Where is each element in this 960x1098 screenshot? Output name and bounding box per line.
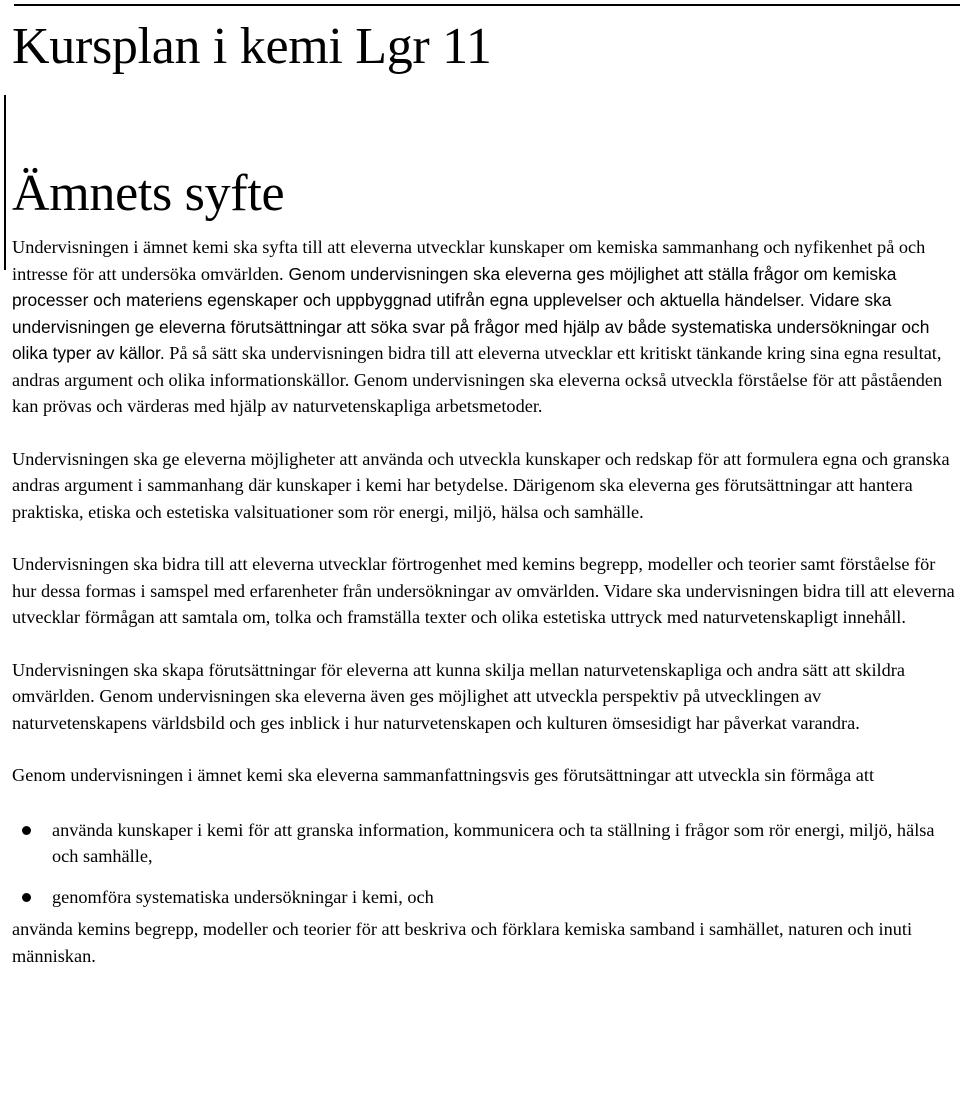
list-item xyxy=(12,817,956,870)
left-border-line xyxy=(4,95,6,270)
goal-text: genomföra systematiska undersökningar i kemi, och xyxy=(52,886,434,907)
paragraph-arguments: Undervisningen ska ge eleverna möjligheter att använda och utveckla kunskaper och redskap för att formulera egna och granska andras argument i sammanhang där kunskaper i kemi har betydelse. Därigenom ska eleverna ges förutsättningar att hantera praktiska, etiska och estetiska valsituationer som rör energi, miljö, hälsa och samhälle. xyxy=(12,448,950,522)
goals-list xyxy=(12,817,956,911)
paragraph-worldview: Undervisningen ska skapa förutsättningar för eleverna att kunna skilja mellan naturvetenskapliga och andra sätt att skildra omvärlden. Genom undervisningen ska eleverna även ges möjlighet att utveckla perspektiv på utvecklingen av naturvetenskapens världsbild och ges inblick i hur naturvetenskapen och kulturen ömsesidigt har påverkat varandra. xyxy=(12,659,905,733)
section-heading: Ämnets syfte xyxy=(12,165,285,222)
top-border-line xyxy=(14,4,960,6)
bullet-icon xyxy=(22,826,31,835)
paragraph-purpose xyxy=(12,234,956,420)
document-title: Kursplan i kemi Lgr 11 xyxy=(12,18,492,75)
paragraph-purpose-serif-end: På så sätt ska undervisningen bidra till att eleverna utvecklar ett kritiskt tänkande kring sina egna resultat, andras argument och olika informationskällor. Genom undervisningen ska eleverna också utveckla förståelse för att påståenden kan prövas och värderas med hjälp av naturvetenskapliga arbetsmetoder. xyxy=(12,343,943,416)
final-goal-line: använda kemins begrepp, modeller och teorier för att beskriva och förklara kemiska samband i samhället, naturen och inuti människan. xyxy=(12,919,913,966)
paragraph-purpose-serif-start: Undervisningen i ämnet kemi ska syfta till att eleverna utvecklar kunskaper om kemiska sammanhang och nyfikenhet på och intresse för att undersöka omvärlden. xyxy=(12,237,926,284)
goal-text: använda kunskaper i kemi för att granska information, kommunicera och ta ställning i frågor som rör energi, miljö, hälsa och samhälle, xyxy=(52,819,935,866)
bullet-icon xyxy=(22,893,31,902)
paragraph-purpose-sans-middle: Genom undervisningen ska eleverna ges möjlighet att ställa frågor om kemiska processer och materiens egenskaper och uppbyggnad utifrån egna upplevelser och aktuella händelser. Vidare ska undervisningen ge eleverna förutsättningar att söka svar på frågor med hjälp av både systematiska undersökningar och olika typer av källor. xyxy=(12,263,930,363)
list-item xyxy=(12,884,956,911)
paragraph-summary-intro: Genom undervisningen i ämnet kemi ska eleverna sammanfattningsvis ges förutsättningar att utveckla sin förmåga att xyxy=(12,765,875,785)
document-body xyxy=(12,234,956,995)
paragraph-concepts: Undervisningen ska bidra till att eleverna utvecklar förtrogenhet med kemins begrepp, modeller och teorier samt förståelse för hur dessa formas i samspel med erfarenheter från undersökningar av omvärlden. Vidare ska undervisningen bidra till att eleverna utvecklar förmågan att samtala om, tolka och framställa texter och olika estetiska uttryck med naturvetenskapligt innehåll. xyxy=(12,554,955,627)
